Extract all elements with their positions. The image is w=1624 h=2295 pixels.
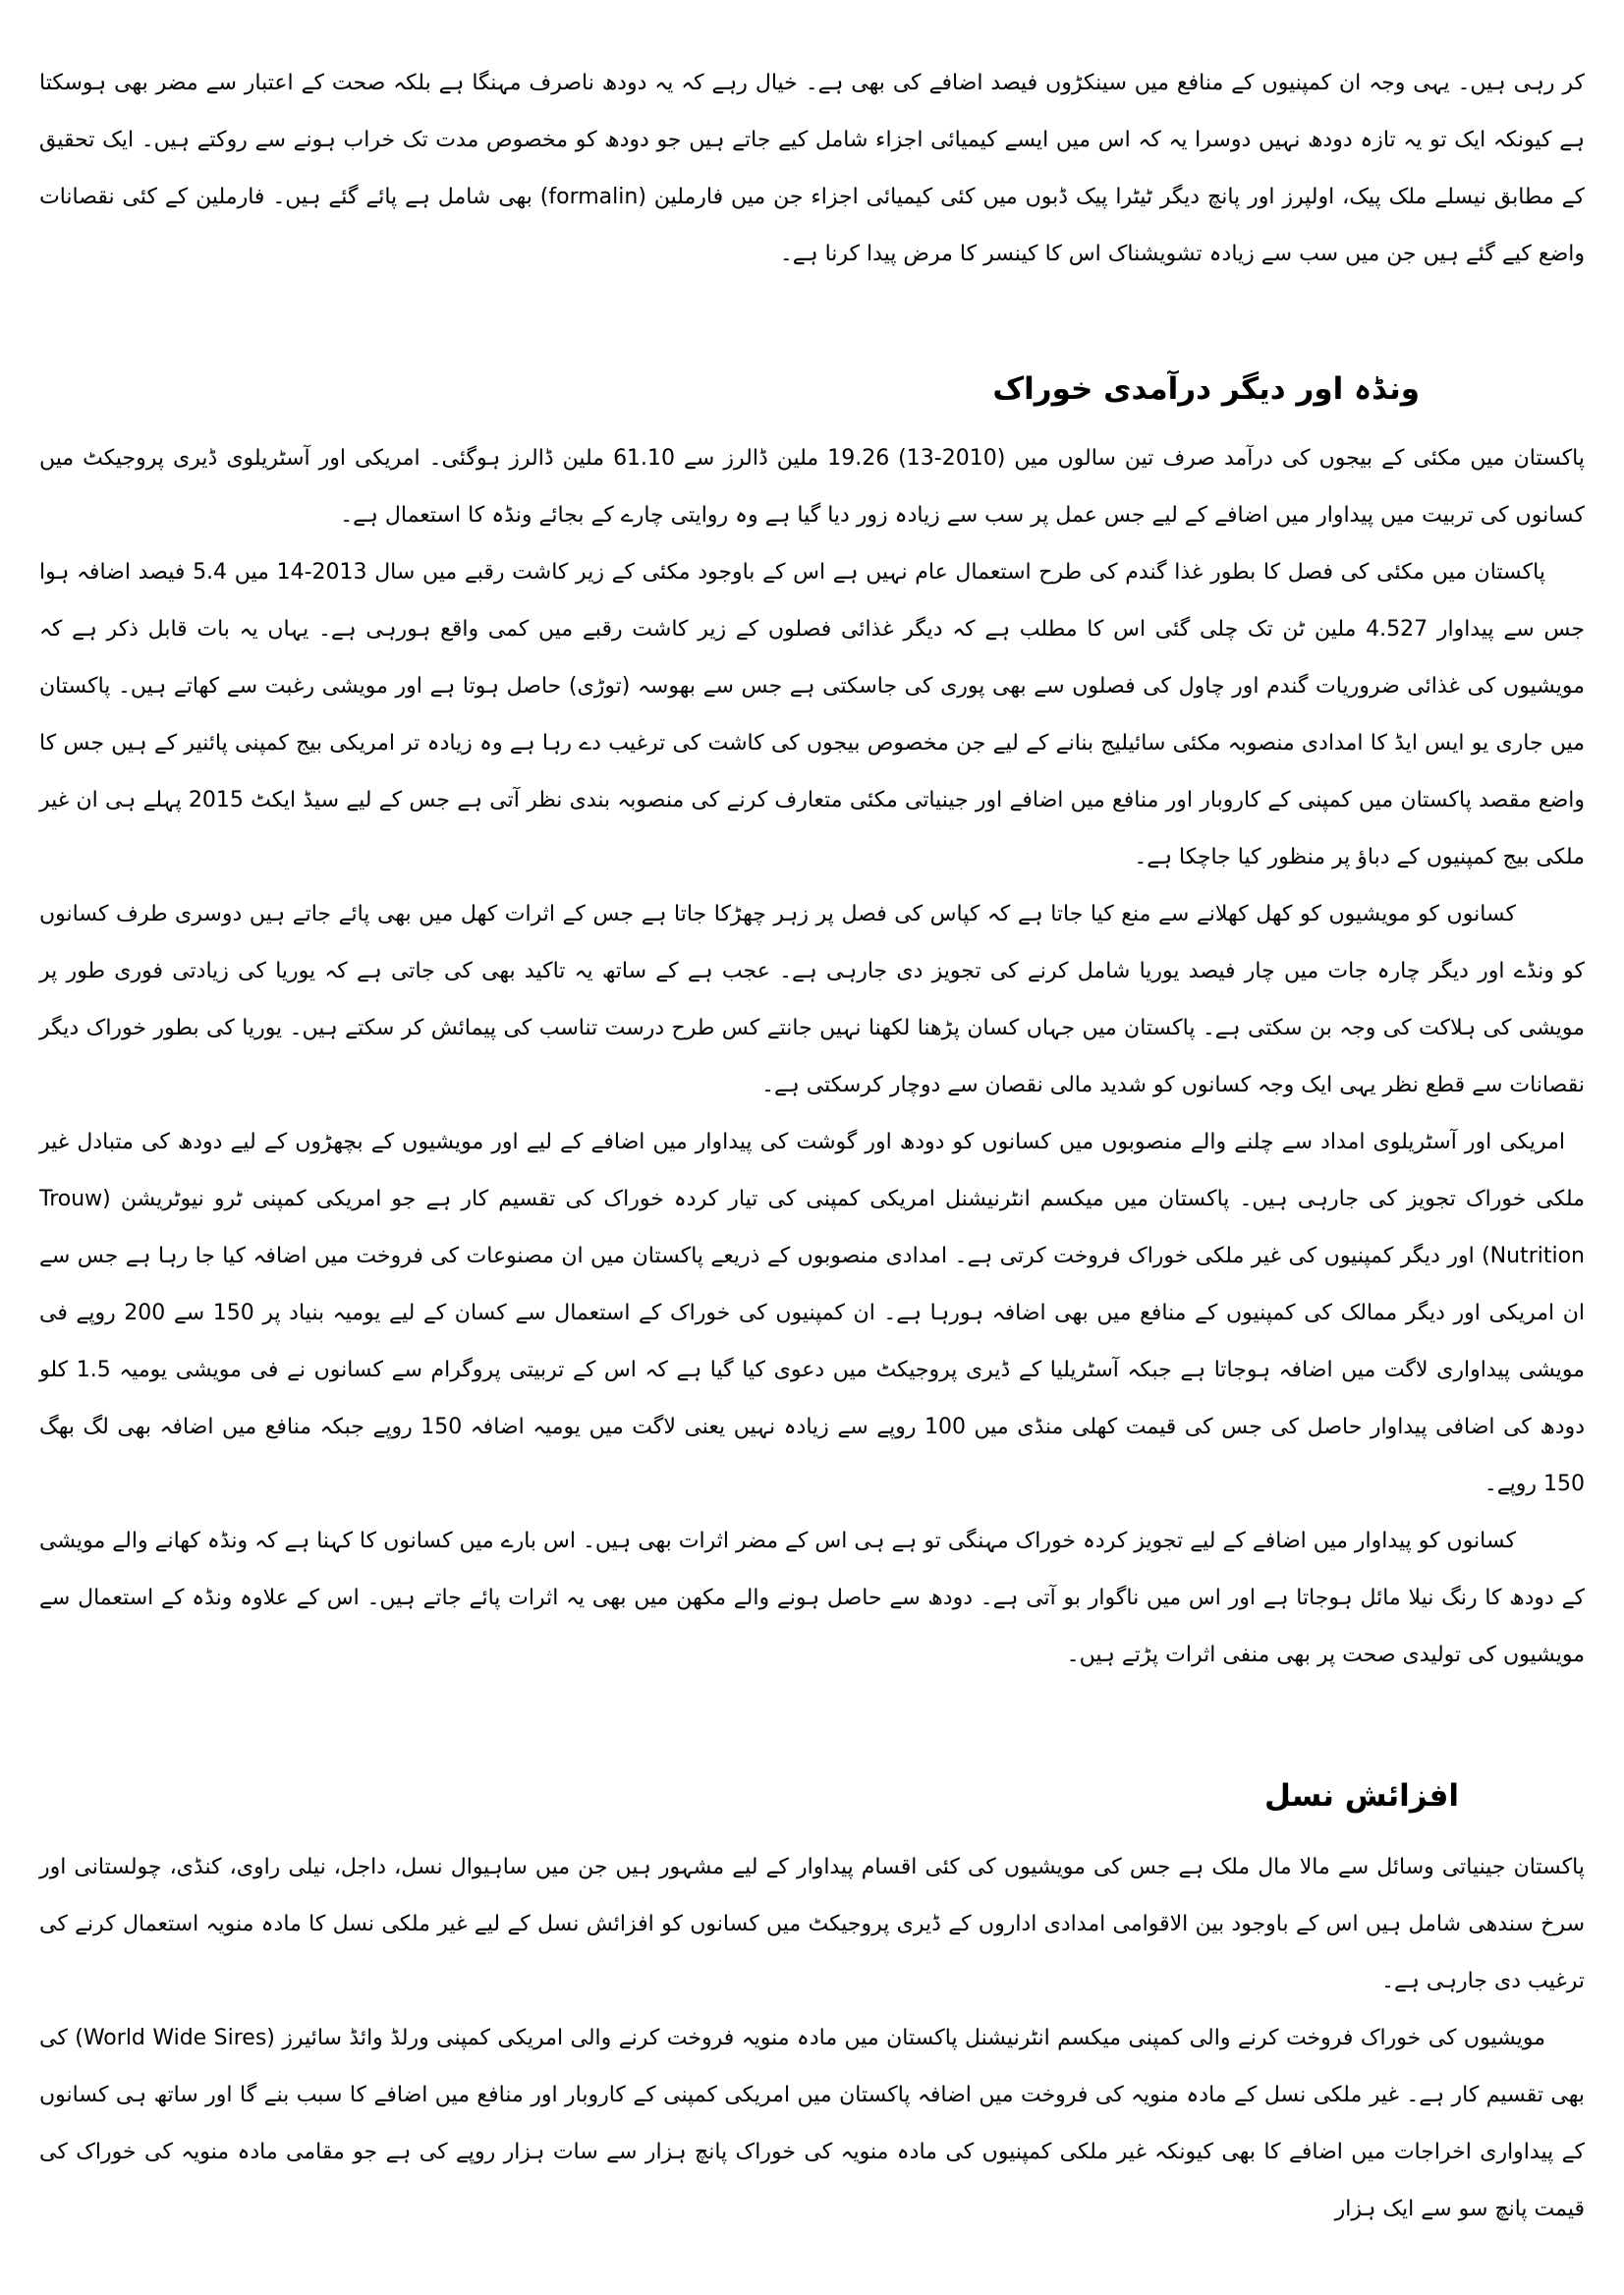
section-heading-imported-feed: ونڈہ اور دیگر درآمدی خوراک — [992, 371, 1420, 407]
paragraph-maize-crop-area: پاکستان میں مکئی کی فصل کا بطور غذا گندم کی طرح استعمال عام نہیں ہے اس کے باوجود مکئی کے زیر کاشت رقبے میں سال 2013-14 میں 5.4 فیصد اضافہ ہوا جس سے پیداوار 4.527 ملین ٹن تک چلی گئی اس کا مطلب ہے کہ دیگر غذائی فصلوں کے زیر کاشت رقبے میں کمی واقع ہورہی ہے۔ یہاں یہ بات قابل ذکر ہے کہ مویشیوں کی غذائی ضروریات گندم اور چاول کی فصلوں سے بھی پوری کی جاسکتی ہے جس سے بھوسہ (توڑی) حاصل ہوتا ہے اور مویشی رغبت سے کھاتے ہیں۔ پاکستان میں جاری یو ایس ایڈ کا امدادی منصوبہ مکئی سائیلیج بنانے کے لیے جن مخصوص بیجوں کی کاشت کی ترغیب دے رہا ہے وہ زیادہ تر امریکی بیج کمپنی پائنیر کے ہیں جس کا واضع مقصد پاکستان میں کمپنی کے کاروبار اور منافع میں اضافے اور جینیاتی مکئی متعارف کرنے کی منصوبہ بندی نظر آتی ہے جس کے لیے سیڈ ایکٹ 2015 پہلے ہی ان غیر ملکی بیج کمپنیوں کے دباؤ پر منظور کیا جاچکا ہے۔ — [39, 560, 1586, 869]
paragraph-foreign-feed-costs: امریکی اور آسٹریلوی امداد سے چلنے والے منصوبوں میں کسانوں کو دودھ اور گوشت کی پیداوار میں اضافے کے لیے اور مویشیوں کے بچھڑوں کے لیے دودھ کی متبادل غیر ملکی خوراک تجویز کی جارہی ہیں۔ پاکستان میں میکسم انٹرنیشنل امریکی کمپنی کی تیار کردہ خوراک کی تقسیم کار ہے جو امریکی کمپنی ٹرو نیوٹریشن (Trouw Nutrition) اور دیگر کمپنیوں کی غیر ملکی خوراک فروخت کرتی ہے۔ امدادی منصوبوں کے ذریعے پاکستان میں ان مصنوعات کی فروخت میں اضافہ کیا جا رہا ہے جس سے ان امریکی اور دیگر ممالک کی کمپنیوں کے منافع میں بھی اضافہ ہورہا ہے۔ ان کمپنیوں کی خوراک کے استعمال سے کسان کے لیے یومیہ بنیاد پر 150 سے 200 روپے فی مویشی پیداواری لاگت میں اضافہ ہوجاتا ہے جبکہ آسٹریلیا کے ڈیری پروجیکٹ میں دعوی کیا گیا ہے کہ اس کے تربیتی پروگرام سے کسانوں نے فی مویشی یومیہ 1.5 کلو دودھ کی اضافی پیداوار حاصل کی جس کی قیمت کھلی منڈی میں 100 روپے سے زیادہ نہیں یعنی لاگت میں یومیہ اضافہ 150 روپے جبکہ منافع میں اضافہ بھی لگ بھگ 150 روپے۔ — [39, 1130, 1585, 1496]
paragraph-local-breeds: پاکستان جینیاتی وسائل سے مالا مال ملک ہے جس کی مویشیوں کی کئی اقسام پیداوار کے لیے مشہور ہیں جن میں ساہیوال نسل، داجل، نیلی راوی، کنڈی، چولستانی اور سرخ سندھی شامل ہیں اس کے باوجود بین الاقوامی امدادی اداروں کے ڈیری پروجیکٹ میں کسانوں کو افزائش نسل کے لیے غیر ملکی نسل کا مادہ منویہ استعمال کرنے کی ترغیب دی جارہی ہے۔ — [39, 1855, 1585, 1993]
section-heading-breeding: افزائش نسل — [1264, 1778, 1459, 1814]
paragraph-maize-imports: پاکستان میں مکئی کے بیجوں کی درآمد صرف تین سالوں میں (2010-13) 19.26 ملین ڈالرز سے 61.10 ملین ڈالرز ہوگئی۔ امریکی اور آسٹریلوی ڈیری پروجیکٹ میں کسانوں کی تربیت میں پیداوار میں اضافے کے لیے جس عمل پر سب سے زیادہ زور دیا گیا ہے وہ روایتی چارے کے بجائے ونڈہ کا استعمال ہے۔ — [39, 446, 1586, 528]
paragraph-feed-side-effects: کسانوں کو پیداوار میں اضافے کے لیے تجویز کردہ خوراک مہنگی تو ہے ہی اس کے مضر اثرات بھی ہیں۔ اس بارے میں کسانوں کا کہنا ہے کہ ونڈہ کھانے والے مویشی کے دودھ کا رنگ نیلا مائل ہوجاتا ہے اور اس میں ناگوار بو آتی ہے۔ دودھ سے حاصل ہونے والے مکھن میں بھی یہ اثرات پائے جاتے ہیں۔ اس کے علاوہ ونڈہ کے استعمال سے مویشیوں کی تولیدی صحت پر بھی منفی اثرات پڑتے ہیں۔ — [39, 1529, 1585, 1667]
paragraph-cottonseed-urea: کسانوں کو مویشیوں کو کھل کھلانے سے منع کیا جاتا ہے کہ کپاس کی فصل پر زہر چھڑکا جاتا ہے جس کے اثرات کھل میں بھی پائے جاتے ہیں دوسری طرف کسانوں کو ونڈے اور دیگر چارہ جات میں چار فیصد یوریا شامل کرنے کی تجویز دی جارہی ہے۔ عجب ہے کے ساتھ یہ تاکید بھی کی جاتی ہے کہ یوریا کی زیادتی فوری طور پر مویشی کی ہلاکت کی وجہ بن سکتی ہے۔ پاکستان میں جہاں کسان پڑھنا لکھنا نہیں جانتے کس طرح درست تناسب کی پیمائش کر سکتے ہیں۔ یوریا کی بطور خوراک دیگر نقصانات سے قطع نظر یہی ایک وجہ کسانوں کو شدید مالی نقصان سے دوچار کرسکتی ہے۔ — [39, 902, 1585, 1097]
paragraph-semen-imports: مویشیوں کی خوراک فروخت کرنے والی کمپنی میکسم انٹرنیشنل پاکستان میں مادہ منویہ فروخت کرنے والی امریکی کمپنی ورلڈ وائڈ سائیرز (World Wide Sires) کی بھی تقسیم کار ہے۔ غیر ملکی نسل کے مادہ منویہ کی فروخت میں اضافہ پاکستان میں امریکی کمپنی کے کاروبار اور منافع میں اضافے کا سبب بنے گا اور ساتھ ہی کسانوں کے پیداواری اخراجات میں اضافے کا بھی کیونکہ غیر ملکی کمپنیوں کی مادہ منویہ کی خوراک پانچ ہزار سے سات ہزار روپے کی ہے جو مقامی مادہ منویہ کی خوراک کی قیمت پانچ سو سے ایک ہزار — [39, 2026, 1585, 2221]
intro-paragraph: کر رہی ہیں۔ یہی وجہ ان کمپنیوں کے منافع میں سینکڑوں فیصد اضافے کی بھی ہے۔ خیال رہے کہ یہ دودھ ناصرف مہنگا ہے بلکہ صحت کے اعتبار سے مضر بھی ہوسکتا ہے کیونکہ ایک تو یہ تازہ دودھ نہیں دوسرا یہ کہ اس میں ایسے کیمیائی اجزاء شامل کیے جاتے ہیں جو دودھ کو مخصوص مدت تک خراب ہونے سے روکتے ہیں۔ ایک تحقیق کے مطابق نیسلے ملک پیک، اولپرز اور پانچ دیگر ٹیٹرا پیک ڈبوں میں کئی کیمیائی اجزاء جن میں فارملین (formalin) بھی شامل ہے پائے گئے ہیں۔ فارملین کے کئی نقصانات واضع کیے گئے ہیں جن میں سب سے زیادہ تشویشناک اس کا کینسر کا مرض پیدا کرنا ہے۔ — [39, 71, 1586, 266]
